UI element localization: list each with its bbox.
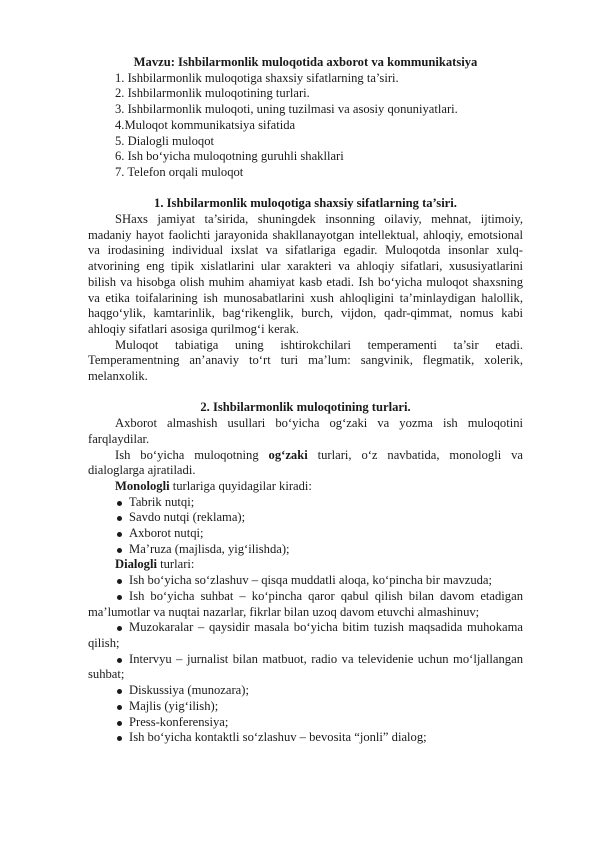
toc-item-1: 1. Ishbilarmonlik muloqotiga shaxsiy sifatlarning ta’siri.	[115, 70, 399, 85]
toc-item-5: 5. Dialogli muloqot	[115, 133, 214, 148]
bullet-icon	[117, 626, 122, 631]
list-item	[88, 495, 523, 511]
bullet-icon	[117, 548, 122, 553]
dialog-label: Dialogli	[115, 557, 157, 572]
list-item-text: Ma’ruza (majlisda, yig‘ilishda);	[129, 541, 290, 556]
document-page	[88, 55, 523, 746]
bullet-icon	[117, 736, 122, 741]
toc-item-3: 3. Ishbilarmonlik muloqoti, uning tuzilmasi va asosiy qonuniyatlari.	[115, 102, 458, 117]
list-item	[88, 542, 523, 558]
dialog-list	[88, 573, 523, 746]
list-item-text: Diskussiya (munozara);	[129, 683, 249, 698]
bullet-icon	[117, 532, 122, 537]
monolog-intro-text: turlariga quyidagilar kiradi:	[169, 478, 312, 493]
list-item-text: Tabrik nutqi;	[129, 494, 195, 509]
bullet-icon	[117, 595, 122, 600]
bullet-icon	[117, 516, 122, 521]
list-item-text: Intervyu – jurnalist bilan matbuot, radio va televidenie uchun mo‘ljallangan suhbat;	[88, 651, 523, 682]
paragraph-bold-term: og‘zaki	[268, 447, 308, 462]
toc-item-4: 4.Muloqot kommunikatsiya sifatida	[115, 117, 296, 132]
monolog-label: Monologli	[115, 478, 170, 493]
paragraph-text: Ish bo‘yicha muloqotning	[115, 447, 269, 462]
list-item	[88, 652, 523, 683]
document-title: Mavzu: Ishbilarmonlik muloqotida axborot va kommunikatsiya	[133, 55, 478, 69]
list-item	[88, 683, 523, 699]
list-item-text: Axborot nutqi;	[129, 526, 204, 541]
list-item	[88, 573, 523, 589]
toc-item-6: 6. Ish bo‘yicha muloqotning guruhli shakllari	[115, 149, 344, 164]
section2-paragraph-1: Axborot almashish usullari bo‘yicha og‘zaki va yozma ish muloqotini farqlaydilar.	[88, 416, 523, 446]
bullet-icon	[117, 721, 122, 726]
dialog-intro-text: turlari:	[156, 557, 195, 572]
list-item-text: Muzokaralar – qaysidir masala bo‘yicha bitim tuzish maqsadida muhokama qilish;	[88, 620, 523, 650]
list-item-text: Majlis (yig‘ilish);	[129, 698, 219, 713]
section1-paragraph-2: Muloqot tabiatiga uning ishtirokchilari temperamenti ta’sir etadi. Temperamentning an’anaviy to‘rt turi ma’lum: sangvinik, flegmatik, xolerik, melanxolik.	[88, 337, 523, 384]
bullet-icon	[117, 689, 122, 694]
list-item-text: Ish bo‘yicha so‘zlashuv – qisqa muddatli aloqa, ko‘pincha bir mavzuda;	[129, 573, 493, 588]
list-item	[88, 730, 523, 746]
list-item-text: Ish bo‘yicha suhbat – ko‘pincha qaror qabul qilish bilan davom etadigan ma’lumotlar va nuqtai nazarlar, fikrlar bilan uzoq davom etuvchi almashinuv;	[88, 588, 523, 619]
dialog-intro	[115, 557, 523, 573]
list-item	[88, 715, 523, 731]
paragraph-text: turlari, o‘z navbatida, monologli va dialoglarga ajratiladi.	[88, 447, 523, 478]
toc-item-7: 7. Telefon orqali muloqot	[115, 164, 244, 179]
table-of-contents	[115, 71, 523, 181]
bullet-icon	[117, 501, 122, 506]
list-item	[88, 620, 523, 651]
bullet-icon	[117, 705, 122, 710]
section1-paragraph-1: SHaxs jamiyat ta’sirida, shuningdek insonning oilaviy, mehnat, ijtimoiy, madaniy hayot faolichti jarayonida shakllanayotgan intellektual, ahloqiy, emotsional va irodasining individual ixslat va sifatlariga egadir. Muloqotda insonlar xulq-atvorining eng tipik xislatlarini ular xarakteri va ahloqiy sifatlari, xususiyatlarini bilish va hisobga olish muhim ahamiyat kasb etadi. Ish bo‘yicha muloqot shaxsning va etika toifalarining ish munosabatlarini xush ahloqligini ta’minlaydigan halollik, haqgo‘ylik, kamtarinlik, bag‘rikenglik, burch, vijdon, qadr-qimmat, nomus kabi ahloqiy sifatlari asosiga qurilmog‘i kerak.	[88, 212, 523, 336]
list-item-text: Ish bo‘yicha kontaktli so‘zlashuv – bevosita “jonli” dialog;	[129, 730, 427, 745]
list-item	[88, 589, 523, 620]
toc-item-2: 2. Ishbilarmonlik muloqotining turlari.	[115, 86, 310, 101]
list-item	[88, 510, 523, 526]
list-item	[88, 699, 523, 715]
section2-heading: 2. Ishbilarmonlik muloqotining turlari.	[200, 400, 411, 415]
monolog-intro	[115, 479, 523, 495]
monolog-list	[88, 495, 523, 558]
list-item-text: Savdo nutqi (reklama);	[129, 510, 246, 525]
bullet-icon	[117, 658, 122, 663]
bullet-icon	[117, 579, 122, 584]
list-item-text: Press-konferensiya;	[129, 714, 229, 729]
list-item	[88, 526, 523, 542]
section2-paragraph-2	[88, 448, 523, 479]
section1-heading: 1. Ishbilarmonlik muloqotiga shaxsiy sifatlarning ta’siri.	[154, 196, 457, 211]
